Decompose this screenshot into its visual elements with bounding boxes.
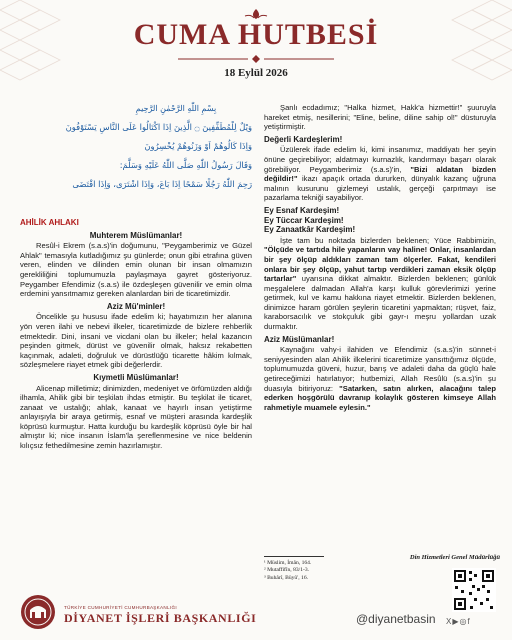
address-heading: Ey Zanaatkâr Kardeşim! xyxy=(264,225,356,235)
footnote: ² Mutaffifîn, 83/1-3. xyxy=(264,567,310,574)
section-title: AHİLİK AHLAKI xyxy=(20,218,79,227)
arabic-line: وَيْلٌ لِلْمُطَفِّفِينَ ۝ الَّذِينَ اِذَا اكْتَالُوا عَلَى النَّاسِ يَسْتَوْفُونَ xyxy=(65,121,252,132)
hadith-quote: "Satarken, satın alırken, alacağını talep ederken hoşgörülü davranıp kolaylık gösteren kimseye Allah rahmetiyle muamele eylesin." xyxy=(264,383,496,412)
address-heading: Ey Tüccar Kardeşim! xyxy=(264,215,344,225)
divider-ornament xyxy=(176,54,336,64)
address-heading: Muhterem Müslümanlar! xyxy=(89,230,183,240)
paragraph: Alicenap milletimiz; dinimizden, medeniyet ve örfümüzden aldığı ilhamla, Ahilik gibi bir teşkilatı ihdas etmiştir. Bu teşkilat ile ticaret, zanaat ve ustalığı; ahlak, kanaat ve hayırlı insan yetiştirme anlayışıyla bir araya getirmiş, esnaf ve müşteri arasında kardeşlik köprüsü kurmuştur. Hatta kurduğu bu kardeşlik köprüsü öyle bir hal almıştır ki; nice insanın İslam'la şereflenmesine ve nice beldenin kılıçsız fethedilmesine zemin hazırlamıştır. xyxy=(20,383,252,451)
text-span: uyarısına dikkat almaktır. Bizlerden beklenen; günlük meşgalelere dalmadan Allah'a karşı kulluk görevlerimizi yerine getirmek, kul ve kamu hakkına riayet etmektir. Bizlerden beklenen, dinimizce haram görülen şeylerin ticaretini yapmaktan; rüşvet, faiz, karaborsacılık ve stokçuluk gibi gayr-ı meşru yollardan uzak durmaktır. xyxy=(264,274,496,332)
social-handle[interactable]: @diyanetbasin xyxy=(356,612,436,626)
hadith-quote: "Bizi aldatan bizden değildir!" xyxy=(264,164,496,184)
paragraph: Resûl-i Ekrem (s.a.s)'in doğumunu, "Peygamberimiz ve Güzel Ahlak" temasıyla kutladığımız şu günlerde; onun gibi etrafına güven veren, elinden ve dilinden emin olunan bir insan olmamızın gerekliliğini toplumumuzla paylaşmaya gayret gösteriyoruz. Peygamber Efendimiz (s.a.s) ile özdeşleşen güvenilir ve emin olma erdemini yansıtmamız gereken alanlardan biri de ticaretimizdir. xyxy=(20,241,252,299)
page-title: CUMA HUTBESİ xyxy=(133,18,379,51)
basmala: بِسْمِ اللّٰهِ الرَّحْمٰنِ الرَّحِيمِ xyxy=(135,104,217,113)
org-name: DİYANET İŞLERİ BAŞKANLIĞI xyxy=(64,611,257,625)
footnote-rule xyxy=(264,556,324,557)
paragraph: Öncelikle şu hususu ifade edelim ki; hayatımızın her alanına yön veren ilahi ve nebevi ilkeler, ticaretimizde de bizlere rehberlik etmektedir. Dini, insani ve vicdani olan bu ilkeler; helal kazancın peşinden gitmek, dürüst ve güvenilir olmak, haksız rekabetten kaçınmak, adaleti, doğruluk ve dürüstlüğü ticarette hâkim kılmak, sözleşmelere riayet etmek gibi değerlerdir. xyxy=(20,312,252,370)
footnote: ¹ Müslim, İmân, 164. xyxy=(264,560,312,566)
address-heading: Ey Esnaf Kardeşim! xyxy=(264,205,340,215)
address-heading: Kıymetli Müslümanlar! xyxy=(93,372,179,382)
paragraph xyxy=(264,236,496,332)
header xyxy=(0,8,512,79)
footer xyxy=(0,584,512,640)
text-span: Üzülerek ifade edelim ki, kimi insanımız, maddiyatı her şeyin önüne geçirebiliyor; aldatmayı kurnazlık, kandırmayı başarı olarak görebiliyor. Peygamberimiz (s.a.s)'in, xyxy=(264,145,496,174)
footnote: ³ Buhârî, Büyû', 16. xyxy=(264,574,309,581)
text-span: İşte tam bu noktada bizlerden beklenen; Yüce Rabbimizin, xyxy=(280,235,496,245)
org-subtitle: TÜRKİYE CUMHURİYETİ CUMHURBAŞKANLIĞI xyxy=(64,605,177,610)
arabic-line: وَاِذَا كَالُوهُمْ اَوْ وَزَنُوهُمْ يُخْسِرُونَ xyxy=(144,140,252,151)
social-icons[interactable]: X▶◎f xyxy=(446,617,471,626)
signature: Din Hizmetleri Genel Müdürlüğü xyxy=(409,554,500,561)
text-span: Kaynağını vahy-i ilahiden ve Efendimiz (s.a.s)'in sünnet-i seniyyesinden alan Ahilik ilkelerini ticaretimize yansıttığımız ölçüde, toplumumuzda güveni, huzur, barış ve adaleti daha da güçlü hale getireceğimizi hatırlatıyor; hutbemizi, Allah Resûlü (s.a.s)'in şu duasıyla bitiriyoruz: xyxy=(264,345,496,393)
diyanet-logo-icon xyxy=(20,594,56,630)
text-span: ikazı apaçık ortada dururken, dünyalık kazanç uğruna malının kusurunu gizlemeyi ustalık, gerçeği çarpıtmayı ise pazarlama tekniği sayabiliyor. xyxy=(264,174,496,203)
footnotes xyxy=(264,556,384,582)
paragraph: Şanlı ecdadımız; "Halka hizmet, Hakk'a hizmettir!" şuuruyla hareket etmiş, nesillerini; "Eline, beline, diline sahip ol!" düsturuyla yetiştirmiştir. xyxy=(264,103,496,132)
address-heading: Değerli Kardeşlerim! xyxy=(264,134,343,144)
paragraph xyxy=(264,145,496,203)
arabic-line: رَحِمَ اللّٰهُ رَجُلًا سَمْحًا اِذَا بَاعَ، وَاِذَا اشْتَرَى، وَاِذَا اقْتَضَى xyxy=(72,178,252,189)
address-heading: Aziz Müslümanlar! xyxy=(264,334,335,344)
arabic-line: وَقَالَ رَسُولُ اللّٰهِ صَلَّى اللّٰهُ عَلَيْهِ وَسَلَّمَ: xyxy=(119,159,252,170)
address-heading: Aziz Mü'minler! xyxy=(106,301,166,311)
arabic-verses xyxy=(20,104,252,216)
paragraph xyxy=(264,345,496,412)
sermon-date: 18 Eylül 2026 xyxy=(224,67,288,79)
verse-quote: "Ölçüde ve tartıda hile yapanların vay haline! Onlar, insanlardan bir şey ölçüp aldıkları zaman tam ölçerler. Fakat, kendileri onlara bir şey ölçüp, yahut tartıp verdikleri zaman eksik ölçüp tartarlar" xyxy=(264,245,496,284)
left-column xyxy=(20,102,252,451)
right-column xyxy=(264,102,496,412)
